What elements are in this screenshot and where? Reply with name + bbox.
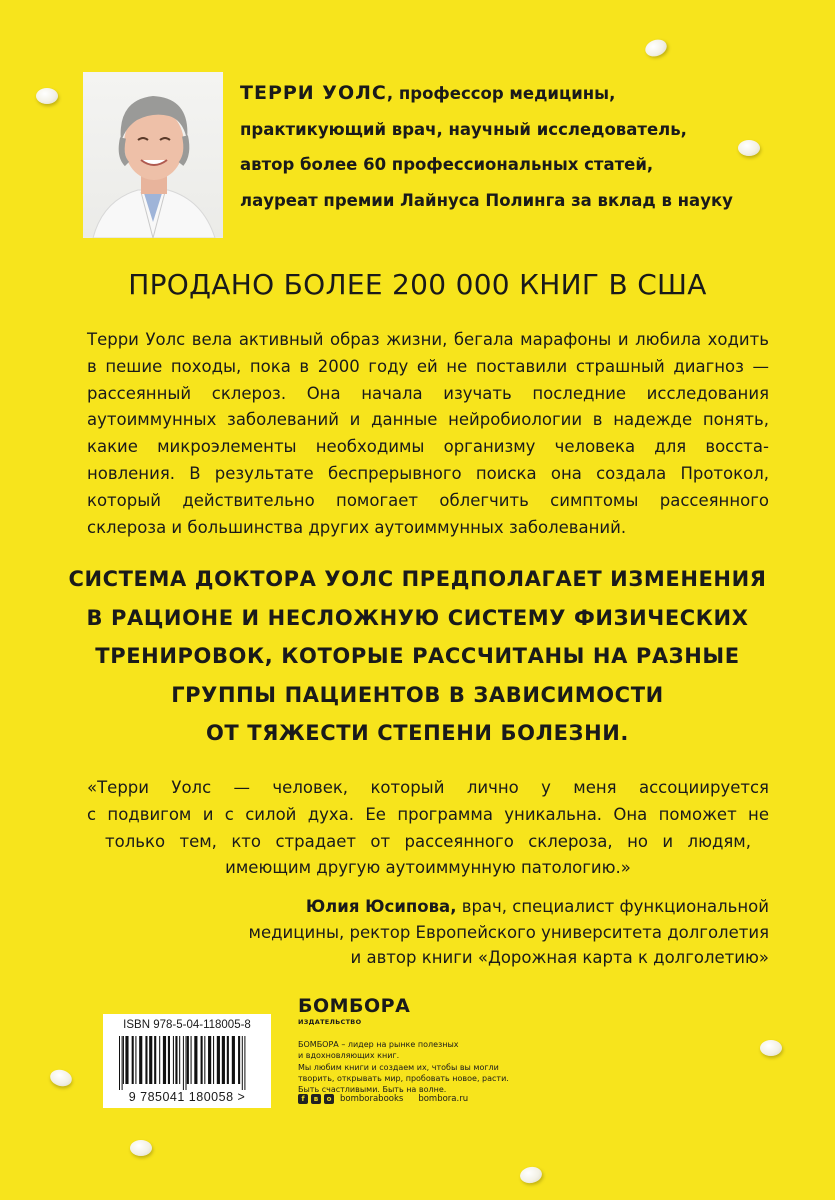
publisher-website: bombora.ru xyxy=(418,1094,469,1104)
author-photo xyxy=(83,72,223,238)
system-line: ТРЕНИРОВОК, КОТОРЫЕ РАССЧИТАНЫ НА РАЗНЫЕ xyxy=(95,644,740,668)
pill-decoration xyxy=(36,88,58,104)
attribution-line: медицины, ректор Европейского университета долголетия xyxy=(248,922,769,942)
quote-line: имеющим другую аутоиммунную патологию.» xyxy=(225,858,631,878)
system-highlight xyxy=(0,560,835,753)
publisher-logo: БОМБОРА xyxy=(298,995,411,1017)
attribution-name: Юлия Юсипова, xyxy=(305,897,457,916)
description-line: склероза и большинства других аутоиммунных заболеваний. xyxy=(87,517,627,537)
quote-line: «Терри Уолс — человек, который лично у меня ассоциируется xyxy=(87,778,769,797)
testimonial-attribution xyxy=(169,894,769,971)
description-line: Терри Уолс вела активный образ жизни, бегала марафоны и любила ходить xyxy=(87,330,769,349)
author-bio-line xyxy=(240,76,780,112)
social-handle: bomborabooks xyxy=(340,1094,404,1104)
book-description xyxy=(87,327,769,541)
isbn-barcode xyxy=(103,1014,271,1108)
attribution-text: врач, специалист функциональной xyxy=(456,897,769,916)
odnoklassniki-icon: o xyxy=(324,1094,334,1104)
publisher-social xyxy=(298,1094,468,1104)
vk-icon: в xyxy=(311,1094,321,1104)
description-line: аутоиммунных заболеваний и данные нейробиологии в надежде понять, xyxy=(87,410,769,430)
author-bio-line: автор более 60 профессиональных статей, xyxy=(240,155,654,174)
sales-headline: ПРОДАНО БОЛЕЕ 200 000 КНИГ В США xyxy=(128,268,707,301)
quote-line: только тем, кто страдает от рассеянного склероза, но и людям, xyxy=(105,831,751,851)
author-bio-line: лауреат премии Лайнуса Полинга за вклад в науку xyxy=(240,190,733,210)
attribution-line xyxy=(169,894,769,920)
barcode-bars xyxy=(117,1036,257,1090)
testimonial-quote xyxy=(87,775,769,882)
pill-decoration xyxy=(48,1067,73,1088)
pill-decoration xyxy=(643,37,669,60)
description-line: какие микроэлементы необходимы организму человека для восста- xyxy=(87,437,769,457)
publisher-line: БОМБОРА – лидер на рынке полезных xyxy=(298,1040,459,1049)
description-line: рассеянный склероз. Она начала изучать последние исследования xyxy=(87,383,769,403)
author-bio-line: практикующий врач, научный исследователь, xyxy=(240,119,687,139)
description-line: который действительно помогает облегчить симптомы рассеянного xyxy=(87,490,769,510)
barcode-digits: 9 785041 180058 > xyxy=(128,1090,246,1104)
attribution-line: и автор книги «Дорожная карта к долголетию» xyxy=(350,948,769,967)
quote-line: с подвигом и с силой духа. Ее программа уникальна. Она поможет не xyxy=(87,804,769,824)
system-line: СИСТЕМА ДОКТОРА УОЛС ПРЕДПОЛАГАЕТ ИЗМЕНЕНИЯ xyxy=(68,567,767,591)
publisher-subtitle: ИЗДАТЕЛЬСТВО xyxy=(298,1018,362,1026)
system-line: ОТ ТЯЖЕСТИ СТЕПЕНИ БОЛЕЗНИ. xyxy=(205,721,629,745)
system-line: В РАЦИОНЕ И НЕСЛОЖНУЮ СИСТЕМУ ФИЗИЧЕСКИХ xyxy=(86,605,749,630)
publisher-line: творить, открывать мир, пробовать новое, расти. xyxy=(298,1073,509,1083)
pill-decoration xyxy=(130,1140,152,1156)
publisher-line: Мы любим книги и создаем их, чтобы вы могли xyxy=(298,1062,499,1072)
publisher-line: и вдохновляющих книг. xyxy=(298,1051,400,1061)
description-line: новления. В результате беспрерывного поиска она создала Протокол, xyxy=(87,463,769,483)
pill-decoration xyxy=(760,1040,782,1056)
description-line: в пешие походы, пока в 2000 году ей не поставили страшный диагноз — xyxy=(87,356,769,376)
publisher-description xyxy=(298,1039,538,1095)
isbn-label: ISBN 978-5-04-118005-8 xyxy=(123,1019,251,1031)
author-name: ТЕРРИ УОЛС xyxy=(240,82,387,104)
facebook-icon: f xyxy=(298,1094,308,1104)
system-line: ГРУППЫ ПАЦИЕНТОВ В ЗАВИСИМОСТИ xyxy=(171,682,664,707)
publisher-line: Быть счастливыми. Быть на волне. xyxy=(298,1085,447,1095)
pill-decoration xyxy=(519,1165,543,1185)
author-bio xyxy=(240,76,780,218)
author-bio-text: , профессор медицины, xyxy=(386,84,616,103)
